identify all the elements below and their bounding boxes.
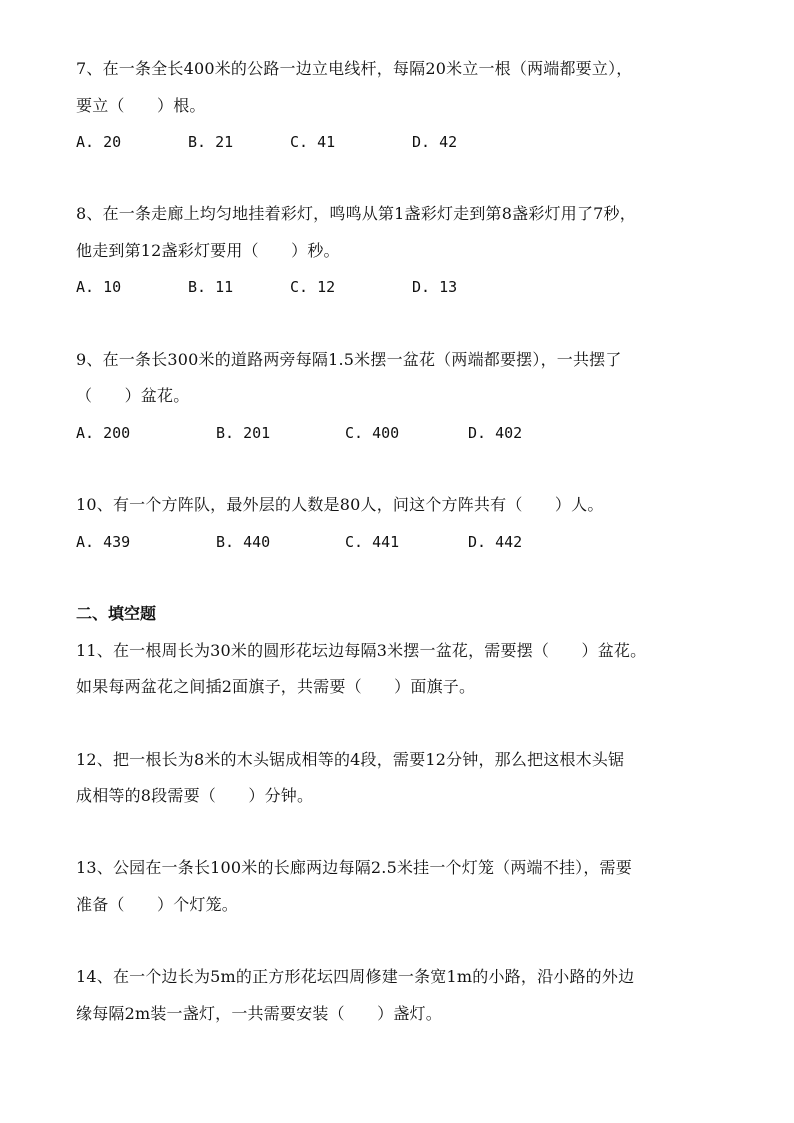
question-10-line-1: 10、有一个方阵队，最外层的人数是80人，问这个方阵共有（ ）人。 <box>76 495 604 514</box>
option-b: B. 21 <box>188 133 234 151</box>
question-14-line-2: 缘每隔2m装一盏灯，一共需要安装（ ）盏灯。 <box>76 1004 442 1023</box>
question-7-options <box>76 131 776 153</box>
option-b: B. 11 <box>188 278 234 296</box>
question-12-line-2: 成相等的8段需要（ ）分钟。 <box>76 786 314 805</box>
option-b: B. 201 <box>216 424 271 442</box>
question-9-line-1: 9、在一条长300米的道路两旁每隔1.5米摆一盆花（两端都要摆），一共摆了 <box>76 350 622 369</box>
question-13-line-1: 13、公园在一条长100米的长廊两边每隔2.5米挂一个灯笼（两端不挂），需要 <box>76 858 632 877</box>
option-d: D. 42 <box>412 133 458 151</box>
option-a: A. 200 <box>76 424 131 442</box>
question-7-line-2: 要立（ ）根。 <box>76 96 206 115</box>
option-d: D. 402 <box>468 424 523 442</box>
section-title: 二、填空题 <box>76 604 157 623</box>
option-c: C. 441 <box>345 533 400 551</box>
question-7-line-1: 7、在一条全长400米的公路一边立电线杆，每隔20米立一根（两端都要立）， <box>76 59 633 78</box>
option-c: C. 400 <box>345 424 400 442</box>
question-12-line-1: 12、把一根长为8米的木头锯成相等的4段，需要12分钟，那么把这根木头锯 <box>76 750 625 769</box>
option-a: A. 10 <box>76 278 122 296</box>
option-d: D. 442 <box>468 533 523 551</box>
option-c: C. 12 <box>290 278 336 296</box>
question-11-line-1: 11、在一根周长为30米的圆形花坛边每隔3米摆一盆花，需要摆（ ）盆花。 <box>76 641 647 660</box>
question-10-options <box>76 531 776 553</box>
question-14-line-1: 14、在一个边长为5m的正方形花坛四周修建一条宽1m的小路，沿小路的外边 <box>76 967 635 986</box>
option-c: C. 41 <box>290 133 336 151</box>
question-13-line-2: 准备（ ）个灯笼。 <box>76 895 239 914</box>
question-9-line-2: （ ）盆花。 <box>76 386 190 405</box>
question-8-line-2: 他走到第12盏彩灯要用（ ）秒。 <box>76 241 340 260</box>
question-8-line-1: 8、在一条走廊上均匀地挂着彩灯，鸣鸣从第1盏彩灯走到第8盏彩灯用了7秒， <box>76 204 636 223</box>
option-a: A. 20 <box>76 133 122 151</box>
question-9-options <box>76 422 776 444</box>
question-11-line-2: 如果每两盆花之间插2面旗子，共需要（ ）面旗子。 <box>76 677 476 696</box>
option-d: D. 13 <box>412 278 458 296</box>
question-8-options <box>76 276 776 298</box>
option-a: A. 439 <box>76 533 131 551</box>
option-b: B. 440 <box>216 533 271 551</box>
